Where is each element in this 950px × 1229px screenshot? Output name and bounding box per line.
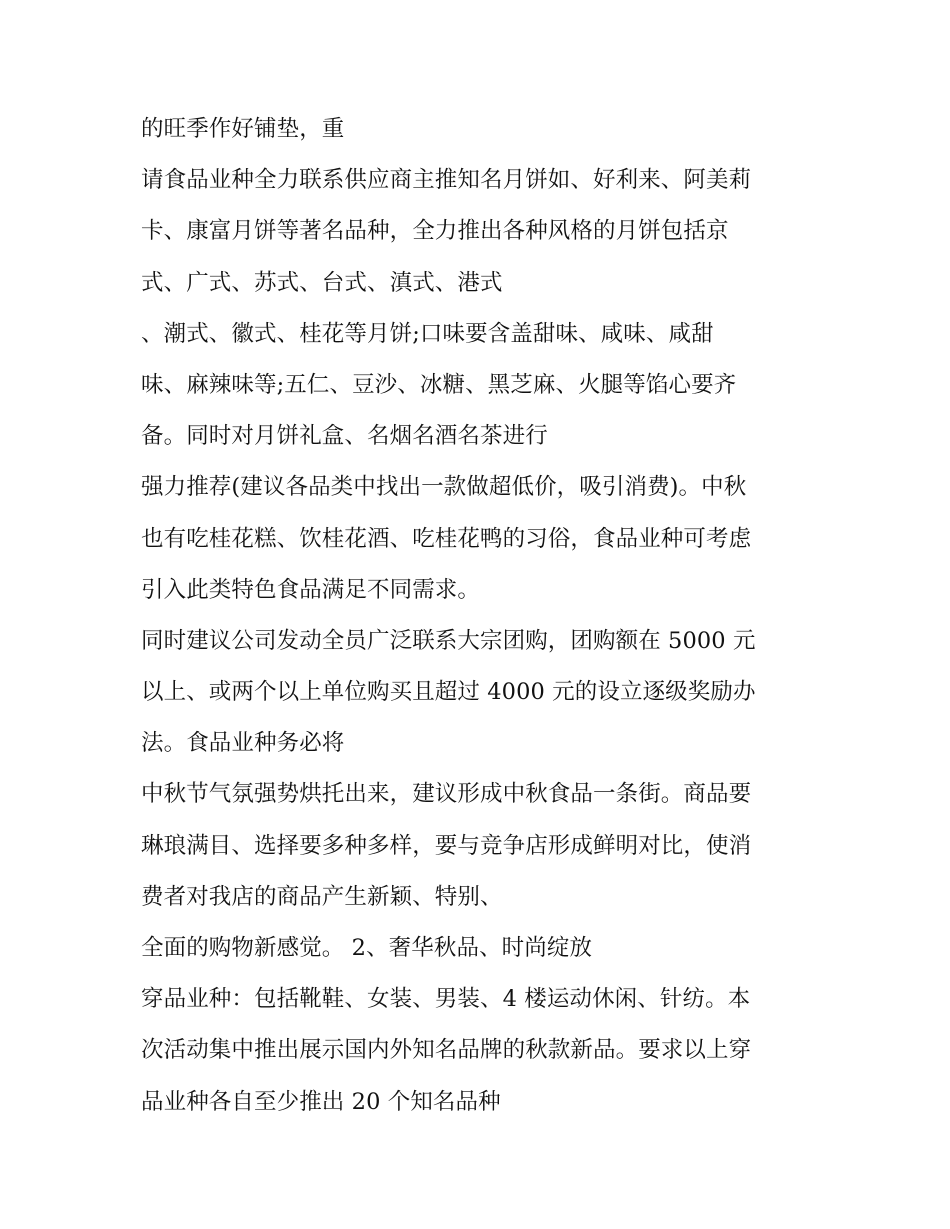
text-line: 全面的购物新感觉。 2、奢华秋品、时尚绽放	[141, 935, 593, 961]
text-line: 请食品业种全力联系供应商主推知名月饼如、好利来、阿美莉	[141, 167, 752, 194]
text-line: 中秋节气氛强势烘托出来，建议形成中秋食品一条街。商品要	[141, 781, 752, 808]
text-line: 费者对我店的商品产生新颖、特别、	[141, 883, 503, 910]
text-line: 卡、康富月饼等著名品种，全力推出各种风格的月饼包括京	[141, 218, 729, 245]
text-line: 引入此类特色食品满足不同需求。	[141, 576, 481, 603]
text-line: 也有吃桂花糕、饮桂花酒、吃桂花鸭的习俗，食品业种可考虑	[141, 525, 752, 552]
text-line: 次活动集中推出展示国内外知名品牌的秋款新品。要求以上穿	[141, 1037, 752, 1064]
body-text	[141, 108, 821, 1132]
text-line: 备。同时对月饼礼盒、名烟名酒名茶进行	[141, 423, 548, 450]
text-line: 以上、或两个以上单位购买且超过 4000 元的设立逐级奖励办	[141, 679, 756, 706]
text-line: 式、广式、苏式、台式、滇式、港式	[141, 269, 503, 296]
text-line: 味、麻辣味等;五仁、豆沙、冰糖、黑芝麻、火腿等馅心要齐	[141, 371, 737, 398]
text-line: 的旺季作好铺垫，重	[141, 116, 345, 142]
text-line: 同时建议公司发动全员广泛联系大宗团购，团购额在 5000 元	[141, 627, 756, 654]
text-line: 品业种各自至少推出 20 个知名品种	[141, 1088, 501, 1115]
text-line: 法。食品业种务必将	[141, 730, 345, 757]
text-line: 强力推荐(建议各品类中找出一款做超低价，吸引消费)。中秋	[141, 474, 747, 501]
text-line: 琳琅满目、选择要多种多样，要与竞争店形成鲜明对比，使消	[141, 832, 752, 859]
text-line: 穿品业种：包括靴鞋、女装、男装、4 楼运动休闲、针纺。本	[141, 986, 751, 1013]
text-line: 、潮式、徽式、桂花等月饼;口味要含盖甜味、咸味、咸甜	[141, 320, 714, 347]
